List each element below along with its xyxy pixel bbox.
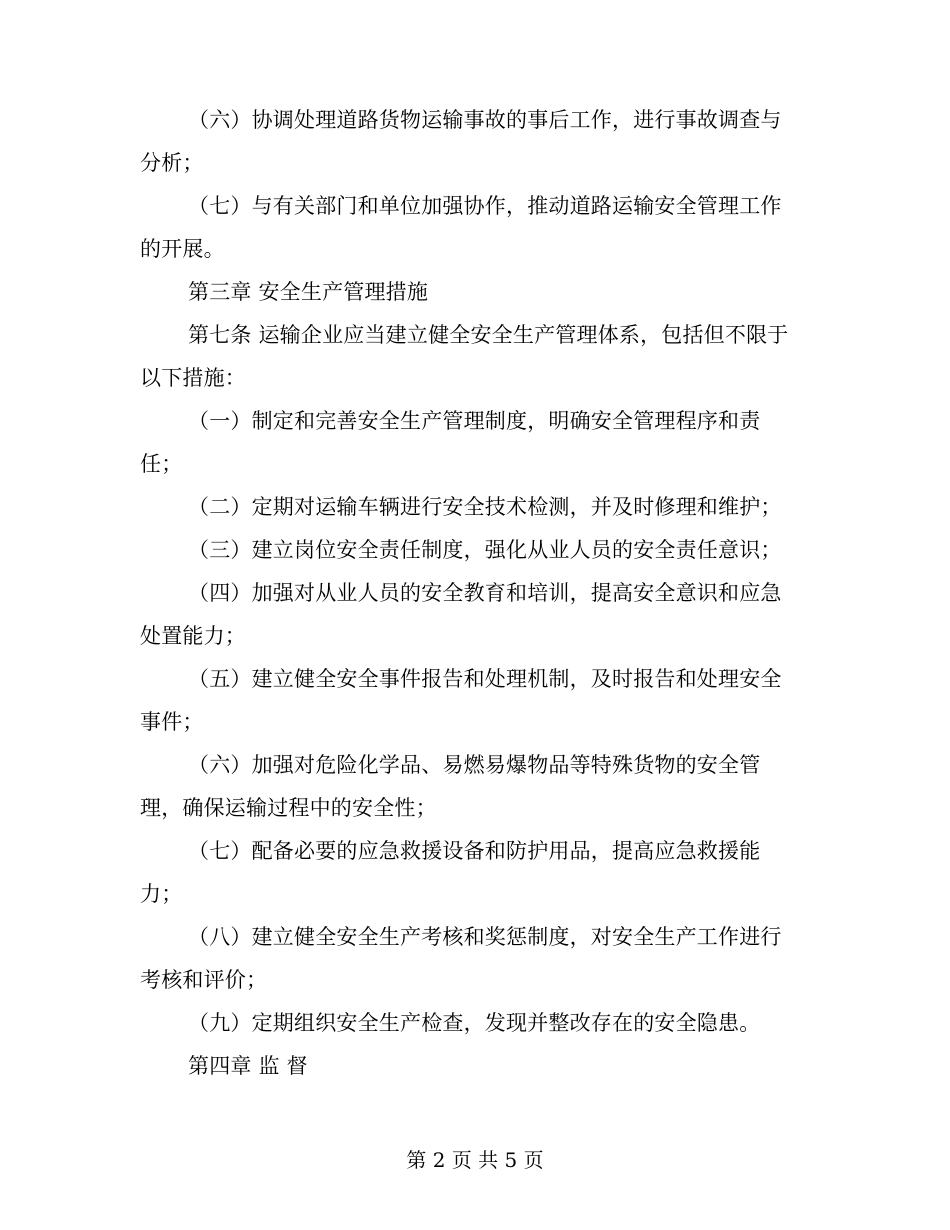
list-item-line: （一）制定和完善安全生产管理制度，明确安全管理程序和责 [188,409,761,433]
chapter-heading: 第三章 安全生产管理措施 [188,280,429,304]
list-item-line: （三）建立岗位安全责任制度，强化从业人员的安全责任意识； [188,538,782,562]
list-item-line: （七）配备必要的应急救援设备和防护用品，提高应急救援能 [188,839,761,863]
list-item-line: 考核和评价； [140,968,268,992]
list-item-line: 理，确保运输过程中的安全性； [140,796,437,820]
list-item-line: （八）建立健全安全生产考核和奖惩制度，对安全生产工作进行 [188,925,782,949]
paragraph-line: （七）与有关部门和单位加强协作，推动道路运输安全管理工作 [188,194,782,218]
list-item-line: （二）定期对运输车辆进行安全技术检测，并及时修理和维护； [188,495,782,519]
list-item-line: （五）建立健全安全事件报告和处理机制，及时报告和处理安全 [188,667,782,691]
article-line: 第七条 运输企业应当建立健全安全生产管理体系，包括但不限于 [188,323,789,347]
list-item-line: （六）加强对危险化学品、易燃易爆物品等特殊货物的安全管 [188,753,761,777]
paragraph-line: （六）协调处理道路货物运输事故的事后工作，进行事故调查与 [188,108,782,132]
list-item-line: 任； [140,452,183,476]
list-item-line: （九）定期组织安全生产检查，发现并整改存在的安全隐患。 [188,1011,761,1035]
list-item-line: 力； [140,882,183,906]
page-footer: 第 2 页 共 5 页 [406,1148,544,1172]
paragraph-line: 分析； [140,151,204,175]
chapter-heading: 第四章 监 督 [188,1054,308,1078]
list-item-line: 事件； [140,710,204,734]
list-item-line: 处置能力； [140,624,246,648]
paragraph-line: 的开展。 [140,237,225,261]
paragraph-line: 以下措施： [140,366,246,390]
list-item-line: （四）加强对从业人员的安全教育和培训，提高安全意识和应急 [188,581,782,605]
